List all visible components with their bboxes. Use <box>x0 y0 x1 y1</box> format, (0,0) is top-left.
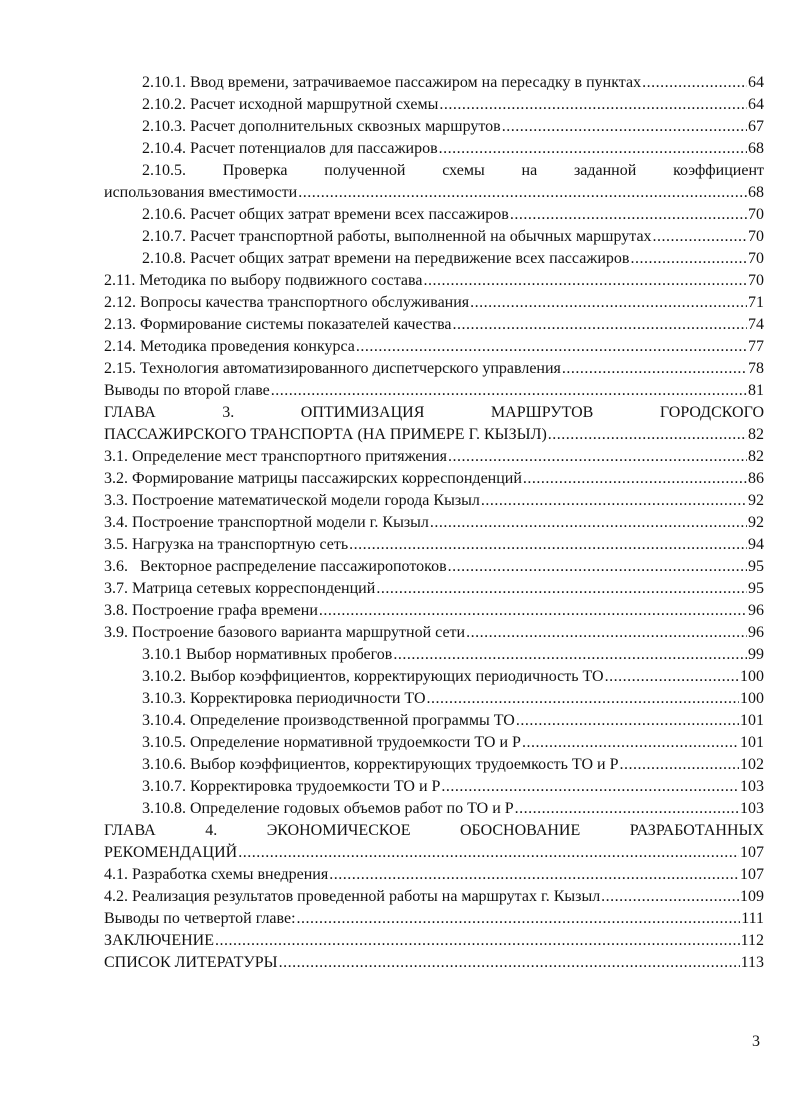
toc-entry-page: 103 <box>740 800 764 817</box>
dot-leader <box>430 512 747 534</box>
dot-leader <box>441 776 739 798</box>
toc-entry-page: 70 <box>748 228 764 245</box>
dot-leader <box>423 270 747 292</box>
page-number: 3 <box>752 1033 760 1050</box>
toc-entry-title: 2.15. Технология автоматизированного диспетчерского управления <box>104 360 561 377</box>
toc-entry-title: 3.10.8. Определение годовых объемов работ по ТО и Р <box>142 800 514 817</box>
dot-leader <box>319 600 747 622</box>
toc-entry-title: 2.10.4. Расчет потенциалов для пассажиров <box>142 140 438 157</box>
dot-leader <box>215 930 740 952</box>
dot-leader <box>516 710 739 732</box>
toc-entry-3-10-7 <box>142 776 764 798</box>
toc-entry-page: 68 <box>748 140 764 157</box>
toc-entry-title: 4.1. Разработка схемы внедрения <box>104 866 329 883</box>
toc-entry-title: 2.11. Методика по выбору подвижного состава <box>104 272 423 289</box>
toc-entry-2-10-2 <box>142 94 764 116</box>
toc-entry-title: 2.13. Формирование системы показателей качества <box>104 316 452 333</box>
toc-entry-3-10-6 <box>142 754 764 776</box>
toc-entry-page: 86 <box>748 470 764 487</box>
dot-leader <box>470 292 747 314</box>
toc-entry-title: 3.7. Матрица сетевых корреспонденций <box>104 580 376 597</box>
toc-entry-page: 77 <box>748 338 764 355</box>
toc-entry-title: СПИСОК ЛИТЕРАТУРЫ <box>104 954 278 971</box>
toc-entry-title-cont: использования вместимости <box>104 184 298 201</box>
toc-entry-title: 3.4. Построение транспортной модели г. Кызыл <box>104 514 429 531</box>
toc-entry-page: 102 <box>740 756 764 773</box>
toc-entry-page: 81 <box>748 382 764 399</box>
dot-leader <box>605 666 739 688</box>
toc-entry-page: 107 <box>740 866 764 883</box>
toc-entry-page: 101 <box>740 734 764 751</box>
toc-entry-title: 3.8. Построение графа времени <box>104 602 318 619</box>
dot-leader <box>376 578 747 600</box>
toc-entry-page: 64 <box>748 96 764 113</box>
toc-entry-page: 95 <box>748 558 764 575</box>
dot-leader <box>329 864 739 886</box>
dot-leader <box>601 886 739 908</box>
toc-entry-title-cont: РЕКОМЕНДАЦИЙ <box>104 844 238 861</box>
toc-entry-title: 3.10.4. Определение производственной программы ТО <box>142 712 515 729</box>
toc-entry-page: 78 <box>748 360 764 377</box>
dot-leader <box>349 534 747 556</box>
dot-leader <box>522 732 739 754</box>
toc-entry-title: 3.10.5. Определение нормативной трудоемкости ТО и Р <box>142 734 521 751</box>
toc-entry-title: 2.10.7. Расчет транспортной работы, выполненной на обычных маршрутах <box>142 228 652 245</box>
dot-leader <box>297 908 741 930</box>
toc-entry-title: 2.12. Вопросы качества транспортного обслуживания <box>104 294 470 311</box>
toc-entry-3-1 <box>104 446 764 468</box>
toc-entry-title-cont: ПАССАЖИРСКОГО ТРАНСПОРТА (НА ПРИМЕРЕ Г. КЫЗЫЛ) <box>104 426 547 443</box>
toc-entry-2-12 <box>104 292 764 314</box>
toc-entry-3-4 <box>104 512 764 534</box>
toc-entry-page: 112 <box>740 932 764 949</box>
toc-entry-title: 3.10.3. Корректировка периодичности ТО <box>142 690 426 707</box>
dot-leader <box>523 468 747 490</box>
toc-entry-chapter3-line1 <box>104 402 764 424</box>
toc-entry-title: 3.2. Формирование матрицы пассажирских корреспонденций <box>104 470 522 487</box>
toc-entry-3-3 <box>104 490 764 512</box>
toc-entry-title: 3.10.6. Выбор коэффициентов, корректирующих трудоемкость ТО и Р <box>142 756 619 773</box>
dot-leader <box>448 556 747 578</box>
toc-entry-3-10-2 <box>142 666 764 688</box>
toc-entry-title: Выводы по второй главе <box>104 382 270 399</box>
toc-entry-2-10-6 <box>142 204 764 226</box>
toc-entry-3-6 <box>104 556 764 578</box>
dot-leader <box>298 182 747 204</box>
toc-entry-3-10-4 <box>142 710 764 732</box>
toc-entry-page: 64 <box>748 74 764 91</box>
toc-entry-chapter3-line2 <box>104 424 764 446</box>
toc-entry-page: 100 <box>740 690 764 707</box>
toc-entry-3-9 <box>104 622 764 644</box>
toc-entry-title: 3.5. Нагрузка на транспортную сеть <box>104 536 349 553</box>
toc-entry-title: 2.10.6. Расчет общих затрат времени всех пассажиров <box>142 206 509 223</box>
toc-entry-title: ГЛАВА 4. ЭКОНОМИЧЕСКОЕ ОБОСНОВАНИЕ РАЗРАБОТАННЫХ <box>104 822 764 839</box>
toc-entry-title: 2.10.1. Ввод времени, затрачиваемое пассажиром на пересадку в пунктах <box>142 74 642 91</box>
dot-leader <box>548 424 747 446</box>
toc-entry-title: 3.9. Построение базового варианта маршрутной сети <box>104 624 466 641</box>
dot-leader <box>427 688 739 710</box>
toc-entry-3-10-8 <box>142 798 764 820</box>
dot-leader <box>393 644 747 666</box>
toc-entry-title: 3.10.1 Выбор нормативных пробегов <box>142 646 393 663</box>
toc-entry-3-5 <box>104 534 764 556</box>
toc-entry-2-10-3 <box>142 116 764 138</box>
toc-entry-page: 68 <box>748 184 764 201</box>
toc-entry-title: 3.6. Векторное распределение пассажиропотоков <box>104 558 447 575</box>
toc-entry-2-10-8 <box>142 248 764 270</box>
toc-entry-title: Выводы по четвертой главе: <box>104 910 296 927</box>
toc-entry-4-2 <box>104 886 764 908</box>
toc-entry-title: 3.1. Определение мест транспортного притяжения <box>104 448 447 465</box>
toc-entry-title: 3.10.2. Выбор коэффициентов, корректирующих периодичность ТО <box>142 668 604 685</box>
toc-entry-chapter2-conclusions <box>104 380 764 402</box>
toc-entry-chapter4-line2 <box>104 842 764 864</box>
toc-entry-title: ГЛАВА 3. ОПТИМИЗАЦИЯ МАРШРУТОВ ГОРОДСКОГО <box>104 404 764 421</box>
toc-entry-page: 95 <box>748 580 764 597</box>
toc-entry-3-7 <box>104 578 764 600</box>
toc-entry-page: 70 <box>748 206 764 223</box>
toc-entry-page: 107 <box>740 844 764 861</box>
toc-entry-3-10-1 <box>142 644 764 666</box>
dot-leader <box>502 116 747 138</box>
dot-leader <box>439 94 747 116</box>
dot-leader <box>279 952 740 974</box>
toc-entry-3-2 <box>104 468 764 490</box>
toc-entry-title: 3.10.7. Корректировка трудоемкости ТО и Р <box>142 778 441 795</box>
toc-entry-page: 109 <box>740 888 764 905</box>
toc-entry-2-11 <box>104 270 764 292</box>
toc-entry-page: 70 <box>748 250 764 267</box>
toc-entry-title: ЗАКЛЮЧЕНИЕ <box>104 932 214 949</box>
dot-leader <box>448 446 747 468</box>
toc-entry-2-10-7 <box>142 226 764 248</box>
dot-leader <box>562 358 747 380</box>
dot-leader <box>653 226 747 248</box>
toc-entry-3-10-3 <box>142 688 764 710</box>
dot-leader <box>642 72 747 94</box>
toc-entry-page: 99 <box>748 646 764 663</box>
toc-entry-page: 71 <box>748 294 764 311</box>
toc-entry-title: 2.10.3. Расчет дополнительных сквозных маршрутов <box>142 118 501 135</box>
toc-entry-2-15 <box>104 358 764 380</box>
dot-leader <box>466 622 747 644</box>
dot-leader <box>439 138 747 160</box>
dot-leader <box>630 248 747 270</box>
toc-entry-page: 94 <box>748 536 764 553</box>
dot-leader <box>481 490 747 512</box>
toc-entry-title: 2.10.5. Проверка полученной схемы на заданной коэффициент <box>142 162 764 179</box>
toc-entry-3-10-5 <box>142 732 764 754</box>
dot-leader <box>453 314 747 336</box>
toc-entry-page: 96 <box>748 602 764 619</box>
toc-entry-title: 3.3. Построение математической модели города Кызыл <box>104 492 480 509</box>
toc-entry-title: 2.10.8. Расчет общих затрат времени на передвижение всех пассажиров <box>142 250 630 267</box>
dot-leader <box>515 798 739 820</box>
dot-leader <box>356 336 747 358</box>
toc-entry-conclusion <box>104 930 764 952</box>
toc-entry-3-8 <box>104 600 764 622</box>
toc-entry-title: 2.10.2. Расчет исходной маршрутной схемы <box>142 96 439 113</box>
toc-entry-title: 4.2. Реализация результатов проведенной работы на маршрутах г. Кызыл <box>104 888 601 905</box>
toc-entry-2-14 <box>104 336 764 358</box>
toc-entry-page: 111 <box>741 910 764 927</box>
toc-entry-2-10-1 <box>142 72 764 94</box>
toc-entry-references <box>104 952 764 974</box>
toc-entry-2-13 <box>104 314 764 336</box>
toc-entry-page: 96 <box>748 624 764 641</box>
toc-entry-chapter4-line1 <box>104 820 764 842</box>
toc-entry-page: 67 <box>748 118 764 135</box>
dot-leader <box>238 842 739 864</box>
toc-entry-page: 92 <box>748 514 764 531</box>
toc-entry-page: 92 <box>748 492 764 509</box>
toc-entry-page: 74 <box>748 316 764 333</box>
toc-entry-page: 113 <box>740 954 764 971</box>
toc-entry-page: 103 <box>740 778 764 795</box>
dot-leader <box>510 204 747 226</box>
toc-entry-2-10-5-line2 <box>104 182 764 204</box>
toc-entry-chapter4-conclusions <box>104 908 764 930</box>
toc-entry-title: 2.14. Методика проведения конкурса <box>104 338 355 355</box>
dot-leader <box>619 754 739 776</box>
toc-entry-page: 100 <box>740 668 764 685</box>
toc-entry-page: 82 <box>748 426 764 443</box>
toc-entry-page: 82 <box>748 448 764 465</box>
dot-leader <box>271 380 747 402</box>
toc-entry-page: 70 <box>748 272 764 289</box>
toc-entry-2-10-5-line1 <box>142 160 764 182</box>
toc-entry-2-10-4 <box>142 138 764 160</box>
toc-entry-4-1 <box>104 864 764 886</box>
toc-entry-page: 101 <box>740 712 764 729</box>
